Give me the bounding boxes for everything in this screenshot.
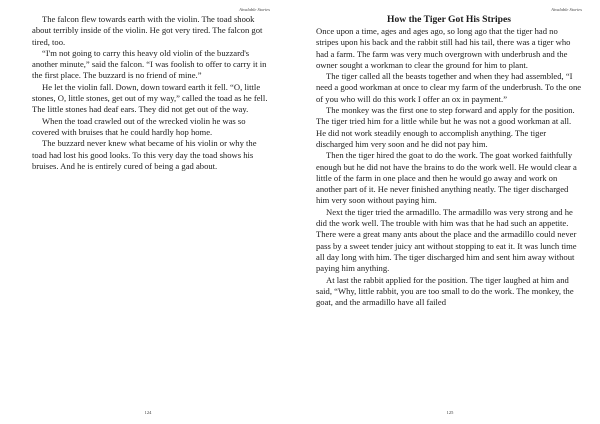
page-number: 125 <box>446 410 454 415</box>
left-page <box>0 0 296 424</box>
running-head: Aivalable Stories <box>551 7 582 12</box>
paragraph: Then the tiger hired the goat to do the work. The goat worked faithfully enough but he did not have the brains to do the work well. He would clear a little of the farm in one place and then he would go away and work on another part of it. He never finished anything neatly. The tiger discharged him very soon without paying him. <box>316 150 577 206</box>
paragraph: “I'm not going to carry this heavy old violin of the buzzard's another minute,” said the falcon. “I was foolish to offer to carry it in the first place. The buzzard is no friend of mine.” <box>32 47 267 81</box>
page-number: 124 <box>144 410 152 415</box>
paragraph: At last the rabbit applied for the position. The tiger laughed at him and said, “Why, little rabbit, you are too small to do the work. The monkey, the goat, and the armadillo have all failed <box>316 274 574 308</box>
paragraph: When the toad crawled out of the wrecked violin he was so covered with bruises that he could hardly hop home. <box>32 115 246 137</box>
paragraph: The monkey was the first one to step forward and apply for the position. The tiger tried him for a little while but he was not a good workman at all. He did not work steadily enough to accomplish anything. The tiger discharged him very soon and he did not pay him. <box>316 105 575 149</box>
paragraph: Once upon a time, ages and ages ago, so long ago that the tiger had no stripes upon his back and the rabbit still had his tail, there was a tiger who had a farm. The farm was very much overgrown with underbrush and the owner sought a workman to clear the ground for him to plant. <box>316 26 571 70</box>
right-page <box>300 0 600 424</box>
running-head: Aivalable Stories <box>239 7 270 12</box>
left-page-text <box>32 14 270 172</box>
right-page-text <box>316 26 582 308</box>
chapter-title: How the Tiger Got His Stripes <box>387 14 511 25</box>
paragraph: The falcon flew towards earth with the violin. The toad shook about terribly inside of the violin. He got very tired. The falcon got tired, too. <box>32 14 263 47</box>
paragraph: Next the tiger tried the armadillo. The armadillo was very strong and he did the work well. The trouble with him was that he had such an appetite. There were a great many ants about the place and the armadillo could never pass by a sweet tender juicy ant without stopping to eat it. It was lunch time all day long with him. The tiger discharged him and sent him away without paying him anything. <box>316 206 577 274</box>
paragraph: The buzzard never knew what became of his violin or why the toad had lost his good looks. To this very day the toad shows his bruises. And he is entirely cured of being a gad about. <box>32 138 257 171</box>
paragraph: The tiger called all the beasts together and when they had assembled, “I need a good workman at once to clear my farm of the underbrush. To the one of you who will do this work I offer an ox in payment.” <box>316 71 582 104</box>
paragraph: He let the violin fall. Down, down toward earth it fell. “O, little stones, O, little stones, get out of my way,” called the toad as he fell. The little stones had deaf ears. They did not get out of the way. <box>32 81 268 115</box>
